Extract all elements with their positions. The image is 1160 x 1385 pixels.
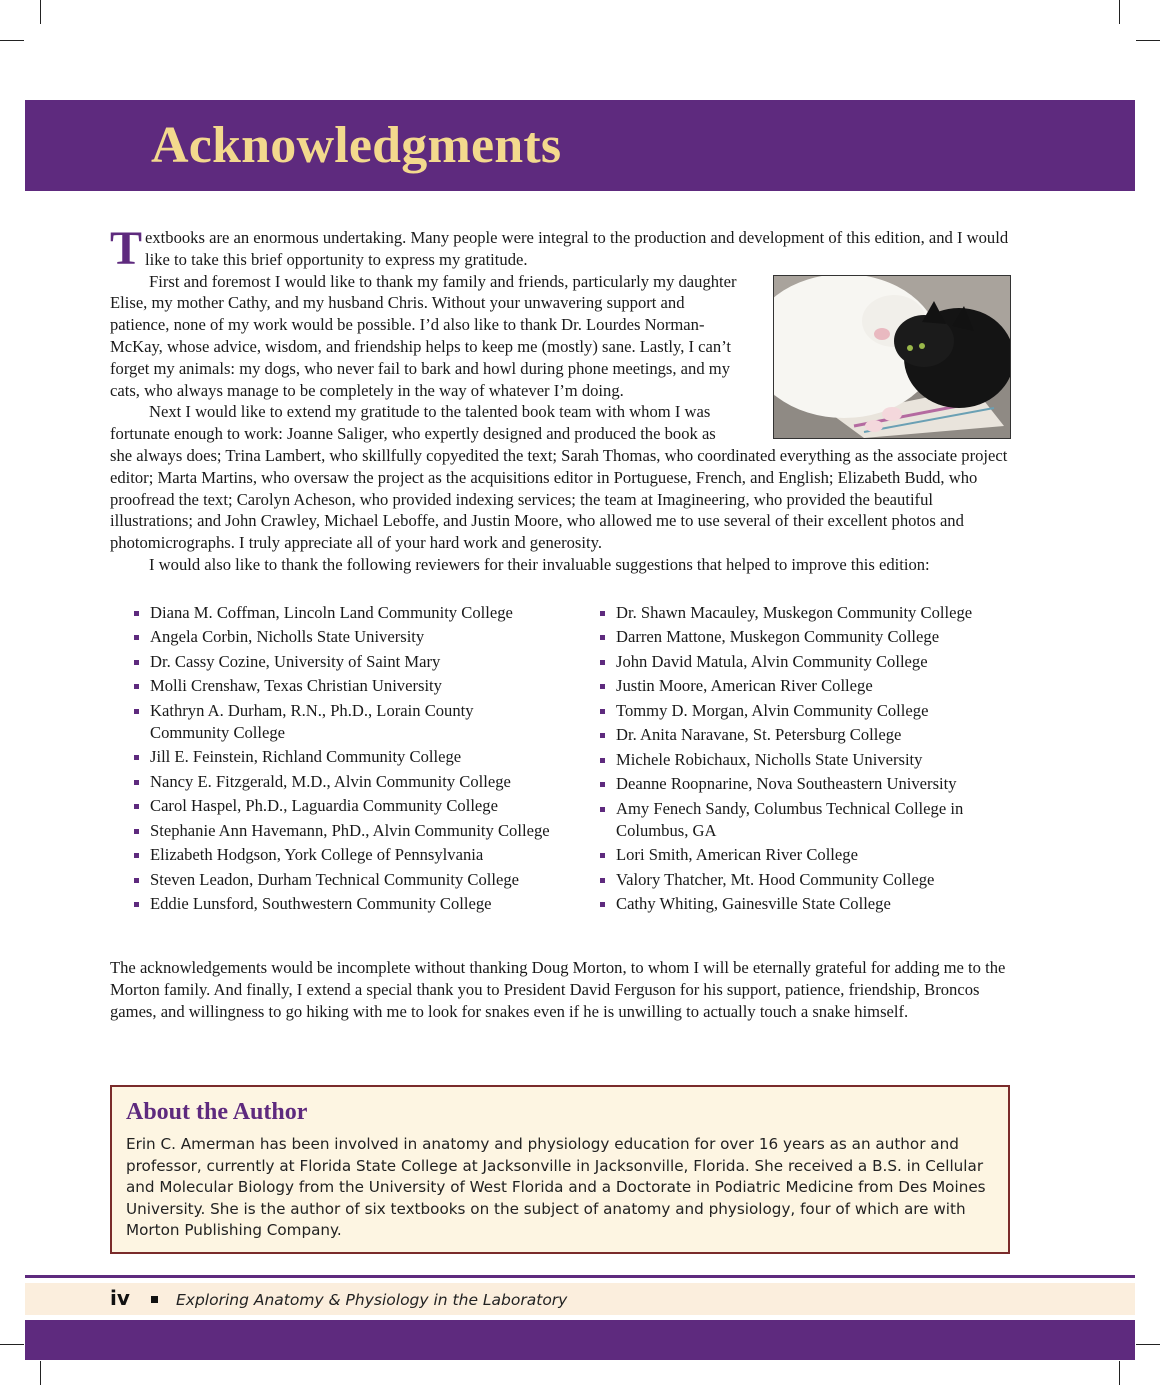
- crop-mark: [1119, 0, 1120, 24]
- about-heading: About the Author: [126, 1099, 308, 1125]
- footer-rule: [25, 1275, 1135, 1278]
- list-item: Kathryn A. Durham, R.N., Ph.D., Lorain County Community College: [132, 700, 530, 744]
- list-item: Valory Thatcher, Mt. Hood Community College: [598, 869, 1022, 891]
- list-item: Diana M. Coffman, Lincoln Land Community College: [132, 602, 572, 624]
- list-item: Dr. Anita Naravane, St. Petersburg College: [598, 724, 1022, 746]
- list-item: Michele Robichaux, Nicholls State University: [598, 749, 1022, 771]
- reviewer-list-left: [132, 602, 572, 918]
- list-item: Dr. Shawn Macauley, Muskegon Community College: [598, 602, 1022, 624]
- footer-bar: [25, 1320, 1135, 1360]
- list-item: Carol Haspel, Ph.D., Laguardia Community College: [132, 795, 572, 817]
- list-item: Steven Leadon, Durham Technical Community College: [132, 869, 572, 891]
- list-item: Amy Fenech Sandy, Columbus Technical College in Columbus, GA: [598, 798, 1006, 842]
- list-item: Cathy Whiting, Gainesville State College: [598, 893, 1022, 915]
- page-title: Acknowledgments: [151, 117, 562, 174]
- cats-photo: [773, 275, 1011, 439]
- about-author-box: [110, 1085, 1010, 1254]
- list-item: Elizabeth Hodgson, York College of Pennsylvania: [132, 844, 572, 866]
- intro-text: extbooks are an enormous undertaking. Many people were integral to the production and development of this edition, and I would like to take this brief opportunity to express my gratitude.: [145, 228, 1009, 269]
- crop-mark: [1119, 1361, 1120, 1385]
- list-item: Deanne Roopnarine, Nova Southeastern University: [598, 773, 1022, 795]
- list-item: Eddie Lunsford, Southwestern Community College: [132, 893, 572, 915]
- list-item: Darren Mattone, Muskegon Community College: [598, 626, 1022, 648]
- list-item: Stephanie Ann Havemann, PhD., Alvin Community College: [132, 820, 550, 842]
- crop-mark: [1136, 1344, 1160, 1345]
- list-item: Justin Moore, American River College: [598, 675, 1022, 697]
- running-footer-title: Exploring Anatomy & Physiology in the Laboratory: [176, 1291, 568, 1309]
- list-item: Molli Crenshaw, Texas Christian University: [132, 675, 572, 697]
- list-item: Angela Corbin, Nicholls State University: [132, 626, 572, 648]
- intro-paragraph: [110, 222, 1010, 275]
- crop-mark: [1136, 40, 1160, 41]
- list-item: John David Matula, Alvin Community College: [598, 651, 1022, 673]
- page-number: iv: [110, 1286, 130, 1310]
- list-item: Dr. Cassy Cozine, University of Saint Mary: [132, 651, 572, 673]
- crop-mark: [0, 1344, 24, 1345]
- list-item: Tommy D. Morgan, Alvin Community College: [598, 700, 1022, 722]
- paragraph-book-team: Next I would like to extend my gratitude to the talented book team with whom I was fortunate enough to work: Joanne Saliger, who expertly designed and produced the book as she always does; Trina Lambert, who skillfully copyedited the text; Sarah Thomas, who coordinated everything as the associate project editor; Marta Martins, who oversaw the project as the acquisitions editor in Portuguese, French, and English; Elizabeth Budd, who proofread the text; Carolyn Acheson, who provided indexing services; the team at Imagineering, who provided the beautiful illustrations; and John Crawley, Michael Leboffe, and Justin Moore, who allowed me to use several of their excellent photos and photomicrographs. I truly appreciate all of your hard work and generosity.: [110, 402, 1008, 553]
- crop-mark: [0, 40, 24, 41]
- paragraph-family: First and foremost I would like to thank my family and friends, particularly my daughter Elise, my mother Cathy, and my husband Chris. Without your unwavering support and patience, none of my work would be possible. I’d also like to thank Dr. Lourdes Norman-McKay, whose advice, wisdom, and friendship helps to keep me (mostly) sane. Lastly, I can’t forget my animals: my dogs, who never fail to bark and howl during phone meetings, and my cats, who always manage to be completely in the way of whatever I’m doing.: [110, 271, 737, 400]
- paragraph-reviewers-intro: I would also like to thank the following reviewers for their invaluable suggestions that helped to improve this edition:: [149, 554, 930, 574]
- footer-separator: [151, 1296, 158, 1303]
- crop-mark: [40, 0, 41, 24]
- title-banner: [25, 100, 1135, 191]
- list-item: Lori Smith, American River College: [598, 844, 1022, 866]
- closing-paragraph: The acknowledgements would be incomplete without thanking Doug Morton, to whom I will be eternally grateful for adding me to the Morton family. And finally, I extend a special thank you to President David Ferguson for his support, patience, friendship, Broncos games, and willingness to go hiking with me to look for snakes even if he is unwilling to actually touch a snake himself.: [110, 958, 1006, 1021]
- list-item: Nancy E. Fitzgerald, M.D., Alvin Community College: [132, 771, 572, 793]
- closing-section: [110, 957, 1010, 1022]
- crop-mark: [40, 1361, 41, 1385]
- list-item: Jill E. Feinstein, Richland Community College: [132, 746, 572, 768]
- drop-cap: T: [110, 222, 143, 275]
- reviewer-list-right: [598, 602, 1022, 918]
- about-text: Erin C. Amerman has been involved in anatomy and physiology education for over 16 years as an author and professor, currently at Florida State College at Jacksonville in Jacksonville, Florida. She received a B.S. in Cellular and Molecular Biology from the University of West Florida and a Doctorate in Podiatric Medicine from Des Moines University. She is the author of six textbooks on the subject of anatomy and physiology, four of which are with Morton Publishing Company.: [126, 1135, 986, 1240]
- cats-illustration: [774, 276, 1010, 438]
- acknowledgments-body: [110, 222, 1010, 576]
